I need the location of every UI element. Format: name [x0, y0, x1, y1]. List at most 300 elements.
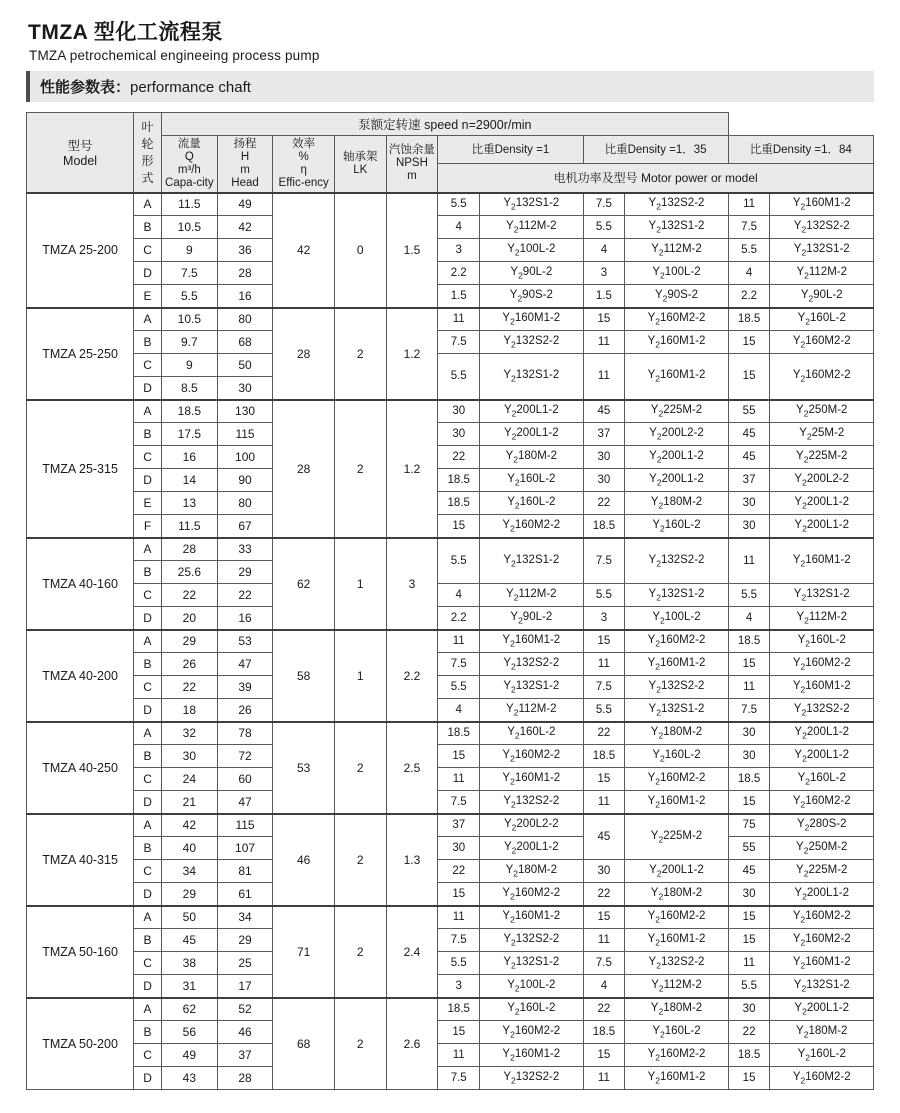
- cell-motor-d184: $Y_2160M2-2$: [770, 1067, 874, 1090]
- cell-kw-d1: 18.5: [438, 998, 480, 1021]
- cell-motor-d1: $Y_2132S2-2$: [480, 1067, 583, 1090]
- cell-kw-d1: 5.5: [438, 354, 480, 400]
- cell-head: 107: [217, 837, 273, 860]
- cell-kw-d1: 15: [438, 515, 480, 538]
- cell-kw-d135: 1.5: [583, 285, 625, 308]
- cell-kw-d1: 11: [438, 1044, 480, 1067]
- cell-motor-d1: $Y_2132S1-2$: [480, 538, 583, 584]
- cell-motor-d1: $Y_2160M1-2$: [480, 308, 583, 331]
- cell-kw-d184: 11: [728, 676, 770, 699]
- cell-npsh: 2.2: [386, 630, 438, 722]
- cell-motor-d1: $Y_2132S1-2$: [480, 952, 583, 975]
- table-row: [27, 653, 874, 676]
- table-row: [27, 791, 874, 814]
- cell-kw-d184: 22: [728, 1021, 770, 1044]
- cell-motor-d184: $Y_225M-2$: [770, 423, 874, 446]
- cell-kw-d1: 3: [438, 239, 480, 262]
- cell-impeller-letter: B: [134, 929, 162, 952]
- cell-kw-d184: 30: [728, 998, 770, 1021]
- cell-npsh: 1.3: [386, 814, 438, 906]
- cell-head: 78: [217, 722, 273, 745]
- table-row: [27, 699, 874, 722]
- table-row: [27, 837, 874, 860]
- cell-motor-d135: $Y_2160M2-2$: [625, 1044, 728, 1067]
- cell-kw-d184: 18.5: [728, 308, 770, 331]
- cell-kw-d1: 15: [438, 883, 480, 906]
- cell-impeller-letter: E: [134, 492, 162, 515]
- cell-model: TMZA 40-250: [27, 722, 134, 814]
- cell-flow: 14: [161, 469, 217, 492]
- cell-efficiency: 68: [273, 998, 335, 1090]
- cell-flow: 13: [161, 492, 217, 515]
- cell-kw-d1: 2.2: [438, 607, 480, 630]
- cell-head: 52: [217, 998, 273, 1021]
- table-row: [27, 193, 874, 216]
- table-row: [27, 768, 874, 791]
- cell-head: 60: [217, 768, 273, 791]
- cell-model: TMZA 50-200: [27, 998, 134, 1090]
- cell-efficiency: 46: [273, 814, 335, 906]
- cell-flow: 26: [161, 653, 217, 676]
- table-row: [27, 1067, 874, 1090]
- cell-impeller-letter: D: [134, 883, 162, 906]
- cell-impeller-letter: B: [134, 216, 162, 239]
- cell-kw-d184: 30: [728, 883, 770, 906]
- cell-flow: 16: [161, 446, 217, 469]
- cell-motor-d135: $Y_2200L2-2$: [625, 423, 728, 446]
- cell-impeller-letter: C: [134, 768, 162, 791]
- cell-npsh: 1.5: [386, 193, 438, 308]
- cell-flow: 40: [161, 837, 217, 860]
- cell-kw-d1: 4: [438, 699, 480, 722]
- cell-lk: 1: [334, 630, 386, 722]
- cell-head: 28: [217, 1067, 273, 1090]
- cell-motor-d135: $Y_2160M2-2$: [625, 906, 728, 929]
- cell-kw-d184: 75: [728, 814, 770, 837]
- cell-kw-d184: 37: [728, 469, 770, 492]
- cell-kw-d184: 45: [728, 423, 770, 446]
- cell-kw-d135: 3: [583, 607, 625, 630]
- cell-motor-d1: $Y_2132S1-2$: [480, 193, 583, 216]
- cell-motor-d184: $Y_2200L1-2$: [770, 722, 874, 745]
- table-row: [27, 906, 874, 929]
- header-impeller-type: 叶 轮 形 式: [134, 113, 162, 193]
- cell-impeller-letter: C: [134, 860, 162, 883]
- cell-kw-d184: 18.5: [728, 1044, 770, 1067]
- cell-kw-d135: 15: [583, 906, 625, 929]
- cell-impeller-letter: D: [134, 975, 162, 998]
- cell-kw-d184: 5.5: [728, 975, 770, 998]
- cell-efficiency: 71: [273, 906, 335, 998]
- cell-flow: 21: [161, 791, 217, 814]
- table-row: [27, 492, 874, 515]
- cell-head: 33: [217, 538, 273, 561]
- cell-kw-d135: 22: [583, 492, 625, 515]
- cell-kw-d1: 15: [438, 745, 480, 768]
- cell-motor-d1: $Y_2200L1-2$: [480, 423, 583, 446]
- cell-flow: 11.5: [161, 193, 217, 216]
- table-header-row-1: [27, 113, 874, 136]
- cell-impeller-letter: F: [134, 515, 162, 538]
- cell-motor-d184: $Y_2200L1-2$: [770, 998, 874, 1021]
- cell-kw-d184: 15: [728, 1067, 770, 1090]
- cell-flow: 11.5: [161, 515, 217, 538]
- cell-efficiency: 28: [273, 400, 335, 538]
- cell-motor-d1: $Y_2180M-2$: [480, 446, 583, 469]
- cell-kw-d135: 11: [583, 1067, 625, 1090]
- cell-kw-d135: 5.5: [583, 699, 625, 722]
- cell-kw-d135: 7.5: [583, 676, 625, 699]
- cell-flow: 24: [161, 768, 217, 791]
- cell-flow: 22: [161, 676, 217, 699]
- cell-lk: 2: [334, 998, 386, 1090]
- cell-motor-d135: $Y_2200L1-2$: [625, 860, 728, 883]
- cell-flow: 34: [161, 860, 217, 883]
- cell-motor-d1: $Y_2112M-2$: [480, 584, 583, 607]
- cell-impeller-letter: D: [134, 699, 162, 722]
- cell-kw-d184: 11: [728, 193, 770, 216]
- cell-kw-d135: 15: [583, 768, 625, 791]
- cell-motor-d135: $Y_2160M2-2$: [625, 630, 728, 653]
- table-row: [27, 1021, 874, 1044]
- cell-head: 115: [217, 423, 273, 446]
- cell-kw-d184: 15: [728, 906, 770, 929]
- cell-kw-d135: 22: [583, 722, 625, 745]
- cell-kw-d135: 15: [583, 1044, 625, 1067]
- cell-motor-d1: $Y_2160M2-2$: [480, 515, 583, 538]
- cell-kw-d1: 5.5: [438, 538, 480, 584]
- cell-flow: 22: [161, 584, 217, 607]
- cell-motor-d135: $Y_2160M1-2$: [625, 791, 728, 814]
- cell-flow: 29: [161, 883, 217, 906]
- header-head: 扬程 H m Head: [217, 136, 273, 193]
- cell-motor-d1: $Y_2132S1-2$: [480, 354, 583, 400]
- cell-motor-d184: $Y_2160M1-2$: [770, 538, 874, 584]
- cell-kw-d135: 11: [583, 653, 625, 676]
- cell-kw-d135: 30: [583, 860, 625, 883]
- cell-head: 130: [217, 400, 273, 423]
- cell-motor-d135: $Y_2200L1-2$: [625, 469, 728, 492]
- cell-lk: 2: [334, 906, 386, 998]
- performance-table: [26, 112, 874, 1090]
- cell-head: 47: [217, 653, 273, 676]
- table-row: [27, 469, 874, 492]
- cell-motor-d1: $Y_2100L-2$: [480, 239, 583, 262]
- cell-motor-d135: $Y_2160M1-2$: [625, 331, 728, 354]
- cell-npsh: 1.2: [386, 308, 438, 400]
- cell-lk: 2: [334, 814, 386, 906]
- cell-motor-d1: $Y_2160M1-2$: [480, 630, 583, 653]
- cell-impeller-letter: B: [134, 745, 162, 768]
- cell-flow: 42: [161, 814, 217, 837]
- cell-head: 53: [217, 630, 273, 653]
- cell-efficiency: 58: [273, 630, 335, 722]
- cell-kw-d135: 7.5: [583, 952, 625, 975]
- table-row: [27, 515, 874, 538]
- cell-impeller-letter: A: [134, 906, 162, 929]
- cell-kw-d184: 18.5: [728, 768, 770, 791]
- cell-kw-d1: 37: [438, 814, 480, 837]
- cell-flow: 56: [161, 1021, 217, 1044]
- cell-head: 50: [217, 354, 273, 377]
- cell-head: 67: [217, 515, 273, 538]
- cell-flow: 29: [161, 630, 217, 653]
- cell-kw-d135: 22: [583, 883, 625, 906]
- table-row: [27, 998, 874, 1021]
- table-row: [27, 929, 874, 952]
- cell-flow: 18.5: [161, 400, 217, 423]
- cell-motor-d184: $Y_2160M2-2$: [770, 791, 874, 814]
- page-title: TMZA 型化工流程泵: [28, 21, 223, 44]
- table-row: [27, 607, 874, 630]
- cell-impeller-letter: B: [134, 561, 162, 584]
- cell-model: TMZA 25-200: [27, 193, 134, 308]
- table-row: [27, 446, 874, 469]
- cell-kw-d1: 11: [438, 630, 480, 653]
- cell-kw-d1: 30: [438, 400, 480, 423]
- cell-kw-d184: 30: [728, 515, 770, 538]
- cell-motor-d1: $Y_2132S2-2$: [480, 791, 583, 814]
- table-row: [27, 285, 874, 308]
- cell-head: 26: [217, 699, 273, 722]
- cell-motor-d184: $Y_2225M-2$: [770, 446, 874, 469]
- cell-motor-d135: $Y_2180M-2$: [625, 998, 728, 1021]
- table-row: [27, 423, 874, 446]
- header-motor-power: 电机功率及型号 Motor power or model: [438, 163, 874, 192]
- cell-head: 80: [217, 492, 273, 515]
- cell-lk: 2: [334, 308, 386, 400]
- cell-flow: 31: [161, 975, 217, 998]
- cell-kw-d1: 11: [438, 768, 480, 791]
- cell-head: 30: [217, 377, 273, 400]
- cell-impeller-letter: E: [134, 285, 162, 308]
- cell-kw-d184: 15: [728, 331, 770, 354]
- cell-kw-d184: 45: [728, 860, 770, 883]
- cell-kw-d135: 5.5: [583, 216, 625, 239]
- cell-head: 29: [217, 929, 273, 952]
- cell-kw-d135: 7.5: [583, 193, 625, 216]
- cell-head: 22: [217, 584, 273, 607]
- cell-lk: 2: [334, 400, 386, 538]
- header-efficiency: 效率 % η Effic-ency: [273, 136, 335, 193]
- cell-impeller-letter: C: [134, 354, 162, 377]
- cell-kw-d135: 37: [583, 423, 625, 446]
- cell-impeller-letter: B: [134, 653, 162, 676]
- cell-kw-d135: 5.5: [583, 584, 625, 607]
- cell-impeller-letter: A: [134, 308, 162, 331]
- cell-motor-d1: $Y_2160M2-2$: [480, 1021, 583, 1044]
- cell-motor-d1: $Y_2200L2-2$: [480, 814, 583, 837]
- cell-motor-d184: $Y_2180M-2$: [770, 1021, 874, 1044]
- cell-motor-d135: $Y_2160L-2$: [625, 1021, 728, 1044]
- cell-motor-d184: $Y_2200L1-2$: [770, 515, 874, 538]
- cell-motor-d135: $Y_2132S2-2$: [625, 952, 728, 975]
- cell-motor-d184: $Y_2250M-2$: [770, 837, 874, 860]
- cell-motor-d135: $Y_2160M1-2$: [625, 929, 728, 952]
- cell-kw-d135: 18.5: [583, 515, 625, 538]
- cell-kw-d184: 55: [728, 400, 770, 423]
- cell-motor-d135: $Y_2180M-2$: [625, 883, 728, 906]
- cell-kw-d135: 30: [583, 469, 625, 492]
- table-row: [27, 354, 874, 377]
- cell-head: 29: [217, 561, 273, 584]
- cell-kw-d1: 11: [438, 906, 480, 929]
- cell-motor-d184: $Y_2225M-2$: [770, 860, 874, 883]
- cell-motor-d184: $Y_2132S2-2$: [770, 216, 874, 239]
- cell-flow: 45: [161, 929, 217, 952]
- cell-head: 90: [217, 469, 273, 492]
- cell-head: 68: [217, 331, 273, 354]
- cell-kw-d1: 22: [438, 860, 480, 883]
- table-row: [27, 952, 874, 975]
- cell-kw-d184: 30: [728, 745, 770, 768]
- cell-head: 39: [217, 676, 273, 699]
- cell-lk: 0: [334, 193, 386, 308]
- cell-kw-d184: 7.5: [728, 216, 770, 239]
- cell-motor-d1: $Y_2100L-2$: [480, 975, 583, 998]
- cell-motor-d1: $Y_2160L-2$: [480, 469, 583, 492]
- cell-flow: 10.5: [161, 308, 217, 331]
- cell-motor-d184: $Y_2160M2-2$: [770, 906, 874, 929]
- cell-motor-d135: $Y_2160M1-2$: [625, 354, 728, 400]
- cell-kw-d184: 15: [728, 653, 770, 676]
- header-rated-speed: 泵额定转速 speed n=2900r/min: [161, 113, 728, 136]
- page-subtitle: TMZA petrochemical engineeing process pump: [29, 48, 320, 63]
- cell-motor-d1: $Y_290L-2$: [480, 607, 583, 630]
- table-row: [27, 814, 874, 837]
- cell-kw-d184: 55: [728, 837, 770, 860]
- cell-flow: 7.5: [161, 262, 217, 285]
- cell-motor-d184: $Y_2200L1-2$: [770, 745, 874, 768]
- cell-kw-d184: 5.5: [728, 239, 770, 262]
- cell-motor-d135: $Y_2100L-2$: [625, 607, 728, 630]
- cell-kw-d1: 2.2: [438, 262, 480, 285]
- cell-model: TMZA 25-315: [27, 400, 134, 538]
- cell-kw-d135: 4: [583, 239, 625, 262]
- cell-impeller-letter: D: [134, 377, 162, 400]
- cell-head: 37: [217, 1044, 273, 1067]
- cell-flow: 20: [161, 607, 217, 630]
- table-row: [27, 400, 874, 423]
- cell-motor-d184: $Y_2132S1-2$: [770, 584, 874, 607]
- cell-motor-d1: $Y_2160M2-2$: [480, 745, 583, 768]
- header-density-184: 比重Density =1．84: [728, 136, 873, 164]
- cell-head: 16: [217, 607, 273, 630]
- header-flow: 流量 Q m³/h Capa-city: [161, 136, 217, 193]
- cell-impeller-letter: A: [134, 538, 162, 561]
- cell-kw-d184: 2.2: [728, 285, 770, 308]
- cell-flow: 9: [161, 354, 217, 377]
- cell-motor-d1: $Y_2160M1-2$: [480, 906, 583, 929]
- cell-motor-d1: $Y_2160L-2$: [480, 492, 583, 515]
- cell-model: TMZA 40-160: [27, 538, 134, 630]
- table-row: [27, 883, 874, 906]
- table-row: [27, 331, 874, 354]
- table-row: [27, 676, 874, 699]
- cell-flow: 43: [161, 1067, 217, 1090]
- cell-motor-d135: $Y_2160M1-2$: [625, 653, 728, 676]
- cell-kw-d1: 18.5: [438, 722, 480, 745]
- section-header-en: performance chaft: [130, 79, 251, 96]
- cell-kw-d1: 22: [438, 446, 480, 469]
- cell-impeller-letter: C: [134, 676, 162, 699]
- cell-kw-d184: 7.5: [728, 699, 770, 722]
- cell-motor-d1: $Y_2112M-2$: [480, 699, 583, 722]
- cell-kw-d135: 15: [583, 630, 625, 653]
- cell-kw-d1: 30: [438, 837, 480, 860]
- cell-efficiency: 62: [273, 538, 335, 630]
- cell-motor-d135: $Y_2132S2-2$: [625, 193, 728, 216]
- cell-kw-d184: 4: [728, 262, 770, 285]
- cell-model: TMZA 50-160: [27, 906, 134, 998]
- cell-kw-d1: 15: [438, 1021, 480, 1044]
- cell-kw-d1: 18.5: [438, 469, 480, 492]
- cell-kw-d184: 15: [728, 929, 770, 952]
- cell-kw-d1: 5.5: [438, 193, 480, 216]
- cell-motor-d1: $Y_2132S2-2$: [480, 929, 583, 952]
- cell-kw-d1: 11: [438, 308, 480, 331]
- cell-impeller-letter: B: [134, 331, 162, 354]
- cell-motor-d184: $Y_290L-2$: [770, 285, 874, 308]
- cell-motor-d135: $Y_2112M-2$: [625, 239, 728, 262]
- cell-motor-d184: $Y_2160M2-2$: [770, 653, 874, 676]
- cell-flow: 18: [161, 699, 217, 722]
- cell-motor-d135: $Y_2132S2-2$: [625, 676, 728, 699]
- cell-head: 49: [217, 193, 273, 216]
- cell-motor-d1: $Y_2160L-2$: [480, 998, 583, 1021]
- cell-kw-d135: 7.5: [583, 538, 625, 584]
- cell-impeller-letter: D: [134, 1067, 162, 1090]
- cell-flow: 9: [161, 239, 217, 262]
- table-row: [27, 745, 874, 768]
- table-row: [27, 262, 874, 285]
- cell-motor-d184: $Y_2160L-2$: [770, 630, 874, 653]
- cell-motor-d1: $Y_2132S2-2$: [480, 653, 583, 676]
- cell-impeller-letter: C: [134, 584, 162, 607]
- table-row: [27, 216, 874, 239]
- table-row: [27, 630, 874, 653]
- cell-motor-d1: $Y_2200L1-2$: [480, 400, 583, 423]
- cell-kw-d135: 11: [583, 791, 625, 814]
- cell-kw-d135: 11: [583, 929, 625, 952]
- table-row: [27, 975, 874, 998]
- cell-motor-d184: $Y_2250M-2$: [770, 400, 874, 423]
- cell-impeller-letter: A: [134, 998, 162, 1021]
- cell-motor-d1: $Y_2160M2-2$: [480, 883, 583, 906]
- cell-head: 28: [217, 262, 273, 285]
- cell-impeller-letter: A: [134, 814, 162, 837]
- cell-motor-d1: $Y_2160L-2$: [480, 722, 583, 745]
- cell-efficiency: 42: [273, 193, 335, 308]
- cell-impeller-letter: D: [134, 607, 162, 630]
- cell-motor-d184: $Y_2132S1-2$: [770, 975, 874, 998]
- cell-motor-d135: $Y_2132S1-2$: [625, 584, 728, 607]
- cell-impeller-letter: C: [134, 239, 162, 262]
- cell-motor-d135: $Y_2225M-2$: [625, 400, 728, 423]
- cell-flow: 32: [161, 722, 217, 745]
- cell-head: 61: [217, 883, 273, 906]
- cell-head: 46: [217, 1021, 273, 1044]
- cell-motor-d184: $Y_2200L1-2$: [770, 883, 874, 906]
- cell-kw-d135: 45: [583, 814, 625, 860]
- cell-head: 25: [217, 952, 273, 975]
- cell-npsh: 2.5: [386, 722, 438, 814]
- cell-flow: 25.6: [161, 561, 217, 584]
- cell-kw-d135: 18.5: [583, 745, 625, 768]
- cell-motor-d1: $Y_2132S1-2$: [480, 676, 583, 699]
- cell-impeller-letter: D: [134, 469, 162, 492]
- cell-flow: 5.5: [161, 285, 217, 308]
